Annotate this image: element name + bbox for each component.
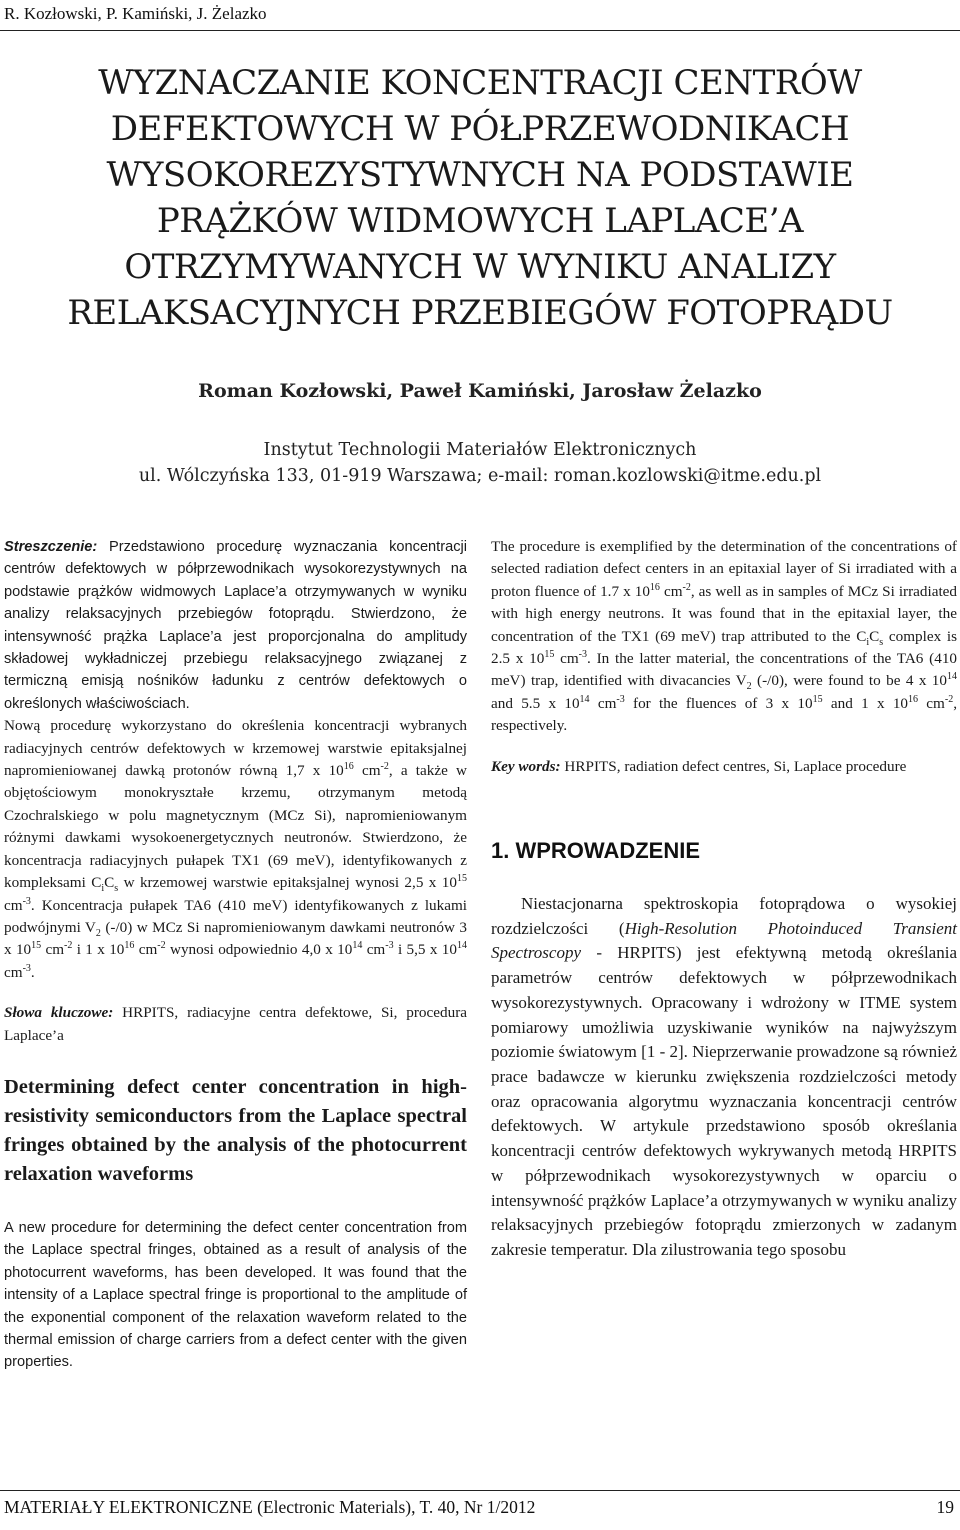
- superscript: 16: [649, 581, 660, 593]
- intro-paragraph: [491, 892, 957, 1263]
- footer-rule: [0, 1490, 960, 1491]
- abstract-pl-label: Streszczenie:: [4, 539, 98, 555]
- right-column: [491, 536, 957, 1263]
- spacer: [4, 1047, 467, 1073]
- keywords-en-text: HRPITS, radiation defect centres, Si, Laplace procedure: [564, 757, 907, 775]
- english-title: Determining defect center concentration in high-resistivity semiconductors from the Laplace spectral fringes obtained by the analysis of the photocurrent relaxation waveforms: [4, 1075, 467, 1185]
- text-run: cm: [589, 694, 617, 712]
- italic-term: High-Resolution Photoinduced Transient Spectroscopy: [491, 918, 957, 963]
- text-run: . Koncentracja pułapek TA6 (410 meV) identyfikowanych z lukami podwójnymi V: [4, 896, 467, 936]
- abstract-en-results: [491, 536, 957, 738]
- text-run: C: [104, 874, 115, 892]
- superscript: -3: [616, 693, 625, 705]
- text-run: for the fluences of 3 x 10: [624, 694, 813, 712]
- superscript: -3: [578, 648, 588, 660]
- text-run: cm: [4, 963, 23, 981]
- text-run: i 1 x 10: [72, 941, 125, 959]
- keywords-pl: [4, 1002, 467, 1047]
- superscript: 15: [31, 940, 42, 952]
- superscript: -2: [682, 581, 691, 593]
- text-run: cm: [41, 941, 65, 959]
- authors: Roman Kozłowski, Paweł Kamiński, Jarosław Żelazko: [198, 380, 762, 402]
- text-run: . In the latter material, the concentrations of the TA6 (410 meV) trap, identified with divacancies V: [491, 650, 958, 690]
- superscript: 15: [457, 873, 467, 885]
- superscript: 16: [343, 761, 354, 772]
- superscript: -2: [944, 693, 954, 705]
- text-run: - HRPITS) jest efektywną metodą określania parametrów centrów defektowych w półprzewodnikach wysokorezystywnych. Opracowany i wdrożony w ITME system pomiarowy umożliwia uzyskiwanie wyników na najwyższym poziomie światowym [1 - 2]. Nieprzerwanie prowadzone są również prace badawcze w kierunku zwiększenia rozdzielczości metody oraz opracowania algorytmu wyznaczania koncentracji centrów defektowych. W artykule przedstawiono sposób określania koncentracji centrów defektowych wykrywanych metodą HRPITS w półprzewodnikach wysokorezystywnych w oparciu o intensywność prążków Laplace’a otrzymywanych w wyniku analizy relaksacyjnych przebiegów fotoprądu zmierzonych w zadanym zakresie temperatur. Dla zilustrowania tego sposobu: [491, 943, 957, 1259]
- text-run: Niestacjonarna spektroskopia fotoprądowa o wysokiej rozdzielczości (: [491, 894, 957, 938]
- journal-footer: MATERIAŁY ELEKTRONICZNE (Electronic Materials), T. 40, Nr 1/2012: [4, 1497, 536, 1517]
- text-run: .: [30, 963, 35, 981]
- text-run: cm: [353, 762, 381, 780]
- title-line: PRĄŻKÓW WIDMOWYCH LAPLACE’A: [156, 201, 804, 241]
- text-run: cm: [918, 694, 945, 712]
- superscript: -2: [157, 940, 166, 952]
- abstract-pl: [4, 536, 467, 715]
- superscript: -2: [380, 761, 389, 772]
- text-run: cm: [362, 941, 386, 959]
- subscript: s: [879, 636, 884, 648]
- subscript: 2: [95, 927, 101, 939]
- title-line: WYZNACZANIE KONCENTRACJI CENTRÓW: [98, 63, 862, 103]
- text-run: The procedure is exemplified by the determination of the concentrations of selected radiation defect centers in an epitaxial layer of Si irradiated with a proton fluence of 1.7 x 10: [491, 538, 957, 600]
- text-run: w krzemowej warstwie epitaksjalnej wynosi 2,5 x 10: [118, 874, 457, 892]
- superscript: -3: [385, 940, 394, 952]
- left-column: [4, 536, 467, 1374]
- keywords-en-label: Key words:: [491, 757, 561, 775]
- spacer: [4, 1189, 467, 1217]
- text-run: Nową procedurę wykorzystano do określenia koncentracji wybranych radiacyjnych centrów defektowych w krzemowej warstwie epitaksjalnej napromieniowanej dawką protonów równą 1,7 x 10: [4, 717, 467, 780]
- paper-title: [20, 60, 940, 336]
- subscript: 2: [746, 681, 752, 693]
- abstract-pl-method: [4, 715, 467, 984]
- title-line: OTRZYMYWANYCH W WYNIKU ANALIZY: [124, 247, 836, 287]
- text-run: cm: [659, 582, 683, 600]
- text-run: , respectively.: [491, 694, 958, 735]
- text-run: i 5,5 x 10: [393, 941, 457, 959]
- text-run: (-/0), were found to be 4 x 10: [751, 672, 947, 690]
- superscript: 14: [456, 940, 467, 952]
- running-head: R. Kozłowski, P. Kamiński, J. Żelazko: [4, 4, 267, 23]
- superscript: 16: [124, 940, 135, 952]
- header-rule: [0, 30, 960, 31]
- superscript: 14: [947, 671, 957, 683]
- abstract-en: A new procedure for determining the defect center concentration from the Laplace spectral fringes, obtained as a result of analysis of the photocurrent waveforms, has been developed. It was found that the intensity of a Laplace spectral fringe is proportional to the amplitude of the exponential component of the relaxation waveform related to the thermal emission of charge carriers from a defect center with the given properties.: [4, 1219, 467, 1371]
- title-line: WYSOKOREZYSTYWNYCH NA PODSTAWIE: [106, 155, 854, 195]
- subscript: i: [101, 883, 105, 895]
- text-run: cm: [554, 650, 579, 668]
- keywords-pl-label: Słowa kluczowe:: [4, 1004, 114, 1022]
- text-run: and 5.5 x 10: [491, 694, 580, 712]
- superscript: 15: [812, 693, 823, 705]
- text-run: (-/0) w MCz Si napromieniowanym dawkami neutronów 3 x 10: [4, 918, 467, 959]
- title-line: RELAKSACYJNYCH PRZEBIEGÓW FOTOPRĄDU: [67, 293, 893, 333]
- text-run: and 1 x 10: [822, 694, 909, 712]
- spacer: [491, 738, 957, 756]
- superscript: -2: [64, 940, 73, 952]
- text-run: complex is 2.5 x 10: [491, 627, 957, 668]
- keywords-pl-text: HRPITS, radiacyjne centra defektowe, Si, procedura Laplace’a: [4, 1004, 467, 1044]
- superscript: 15: [544, 648, 555, 660]
- text-run: , a także w objętościowym monokryształe krzemu, otrzymanym metodą Czochralskiego w polu magnetycznym (MCz Si), napromieniowanym różnymi dawkami wysokoenergetycznych neutronów. Stwierdzono, że koncentracja radiacyjnych pułapek TX1 (69 meV), identyfikowanych z kompleksami C: [4, 762, 467, 892]
- affiliation-address: ul. Wólczyńska 133, 01-919 Warszawa; e-mail: roman.kozlowski@itme.edu.pl: [138, 466, 822, 486]
- abstract-pl-p2: Stwierdzono, że intensywność prążka Laplace’a jest proporcjonalna do amplitudy składowej wykładniczej przebiegu relaksacyjnego związanej z termiczną emisją nośników ładunku z centrów defektowych o określonych właściwościach.: [4, 606, 467, 712]
- text-run: , as well as in samples of MCz Si irradiated with high energy neutrons. It was found that in the epitaxial layer, the concentration of the TX1 (69 meV) trap attributed to the C: [491, 582, 957, 645]
- title-line: DEFEKTOWYCH W PÓŁPRZEWODNIKACH: [110, 109, 850, 149]
- subscript: i: [866, 636, 870, 648]
- page-number: 19: [936, 1497, 954, 1517]
- text-run: C: [869, 627, 880, 645]
- superscript: 16: [908, 693, 919, 705]
- text-run: cm: [4, 896, 23, 914]
- section-heading: 1. WPROWADZENIE: [491, 838, 701, 864]
- abstract-pl-p1: Przedstawiono procedurę wyznaczania koncentracji centrów defektowych w półprzewodnikach wysokorezystywnych na podstawie prążków widmowych Laplace’a otrzymywanych w wyniku analizy relaksacyjnych przebiegów fotoprądu.: [4, 539, 467, 623]
- superscript: 14: [579, 693, 590, 705]
- text-run: wynosi odpowiednio 4,0 x 10: [165, 941, 353, 959]
- superscript: 14: [352, 940, 363, 952]
- superscript: -3: [22, 895, 31, 907]
- superscript: -3: [22, 962, 31, 974]
- subscript: s: [114, 883, 119, 895]
- spacer: [4, 984, 467, 1002]
- affiliation-institute: Instytut Technologii Materiałów Elektronicznych: [263, 440, 697, 460]
- keywords-en: [491, 756, 957, 778]
- text-run: cm: [134, 941, 158, 959]
